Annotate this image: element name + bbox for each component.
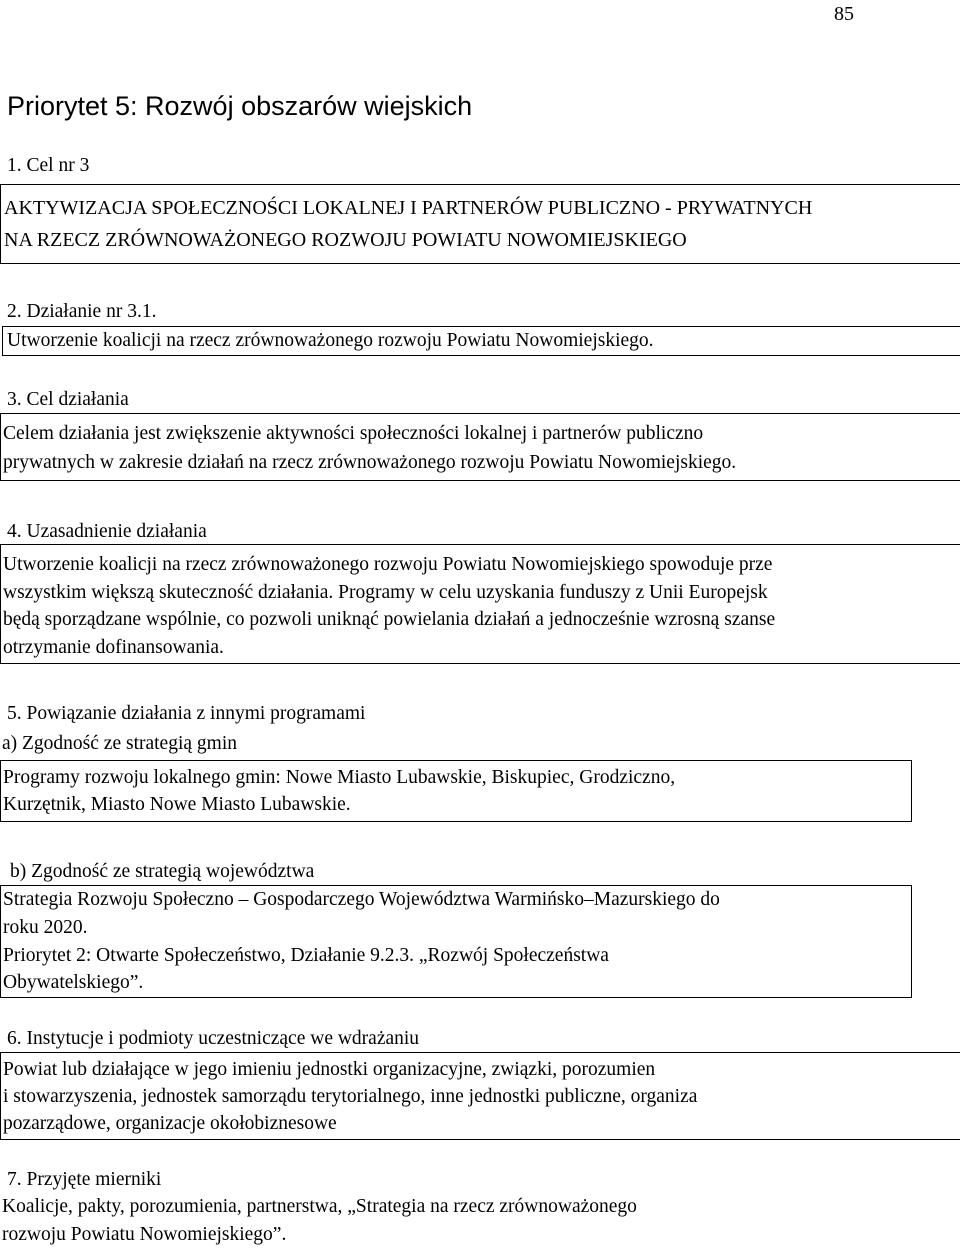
section-5b-heading: b) Zgodność ze strategią województwa <box>10 861 315 882</box>
section-5a-heading: a) Zgodność ze strategią gmin <box>2 733 237 754</box>
section-1-heading: 1. Cel nr 3 <box>7 155 90 176</box>
section-6-heading: 6. Instytucje i podmioty uczestniczące we wdrażaniu <box>7 1028 420 1049</box>
section-2-heading: 2. Działanie nr 3.1. <box>7 301 157 322</box>
objective-box <box>0 413 960 481</box>
section-5-heading: 5. Powiązanie działania z innymi programami <box>7 703 366 724</box>
justification-box <box>0 544 960 664</box>
justification-line-1: Utworzenie koalicji na rzecz zrównoważonego rozwoju Powiatu Nowomiejskiego spowoduje prze <box>3 554 773 575</box>
action-box <box>2 326 960 356</box>
page-title: Priorytet 5: Rozwój obszarów wiejskich <box>7 91 473 121</box>
section-3-heading: 3. Cel działania <box>7 389 129 410</box>
voivodeship-line-3: Priorytet 2: Otwarte Społeczeństwo, Działanie 9.2.3. „Rozwój Społeczeństwa <box>3 945 609 966</box>
voivodeship-line-2: roku 2020. <box>3 917 88 938</box>
institutions-line-2: i stowarzyszenia, jednostek samorządu terytorialnego, inne jednostki publiczne, organiza <box>3 1086 698 1107</box>
justification-line-4: otrzymanie dofinansowania. <box>3 637 224 658</box>
objective-line-2: prywatnych w zakresie działań na rzecz zrównoważonego rozwoju Powiatu Nowomiejskiego. <box>3 452 737 473</box>
gmina-strategy-box <box>0 760 912 822</box>
section-4-heading: 4. Uzasadnienie działania <box>7 521 207 542</box>
institutions-box <box>0 1052 960 1140</box>
action-text: Utworzenie koalicji na rzecz zrównoważonego rozwoju Powiatu Nowomiejskiego. <box>7 330 654 351</box>
gmina-strategy-line-2: Kurzętnik, Miasto Nowe Miasto Lubawskie. <box>3 794 351 815</box>
voivodeship-strategy-box <box>0 885 912 998</box>
gmina-strategy-line-1: Programy rozwoju lokalnego gmin: Nowe Miasto Lubawskie, Biskupiec, Grodziczno, <box>3 767 676 788</box>
goal-line-2: NA RZECZ ZRÓWNOWAŻONEGO ROZWOJU POWIATU NOWOMIEJSKIEGO <box>4 229 687 251</box>
voivodeship-line-1: Strategia Rozwoju Społeczno – Gospodarczego Województwa Warmińsko–Mazurskiego do <box>3 889 720 910</box>
indicators-line-1: Koalicje, pakty, porozumienia, partnerstwa, „Strategia na rzecz zrównoważonego <box>2 1196 637 1217</box>
justification-line-3: będą sporządzane wspólnie, co pozwoli uniknąć powielania działań a jednocześnie wzrosną szanse <box>3 609 776 630</box>
justification-line-2: wszystkim większą skuteczność działania. Programy w celu uzyskania funduszy z Unii Europejsk <box>3 582 768 603</box>
section-7-heading: 7. Przyjęte mierniki <box>7 1169 162 1190</box>
indicators-line-2: rozwoju Powiatu Nowomiejskiego”. <box>2 1224 287 1245</box>
page-number: 85 <box>834 3 854 25</box>
goal-line-1: AKTYWIZACJA SPOŁECZNOŚCI LOKALNEJ I PARTNERÓW PUBLICZNO - PRYWATNYCH <box>4 197 813 219</box>
institutions-line-3: pozarządowe, organizacje okołobiznesowe <box>3 1113 337 1134</box>
voivodeship-line-4: Obywatelskiego”. <box>3 972 144 993</box>
institutions-line-1: Powiat lub działające w jego imieniu jednostki organizacyjne, związki, porozumien <box>3 1059 656 1080</box>
objective-line-1: Celem działania jest zwiększenie aktywności społeczności lokalnej i partnerów publiczno <box>3 423 704 444</box>
goal-box <box>0 184 960 264</box>
